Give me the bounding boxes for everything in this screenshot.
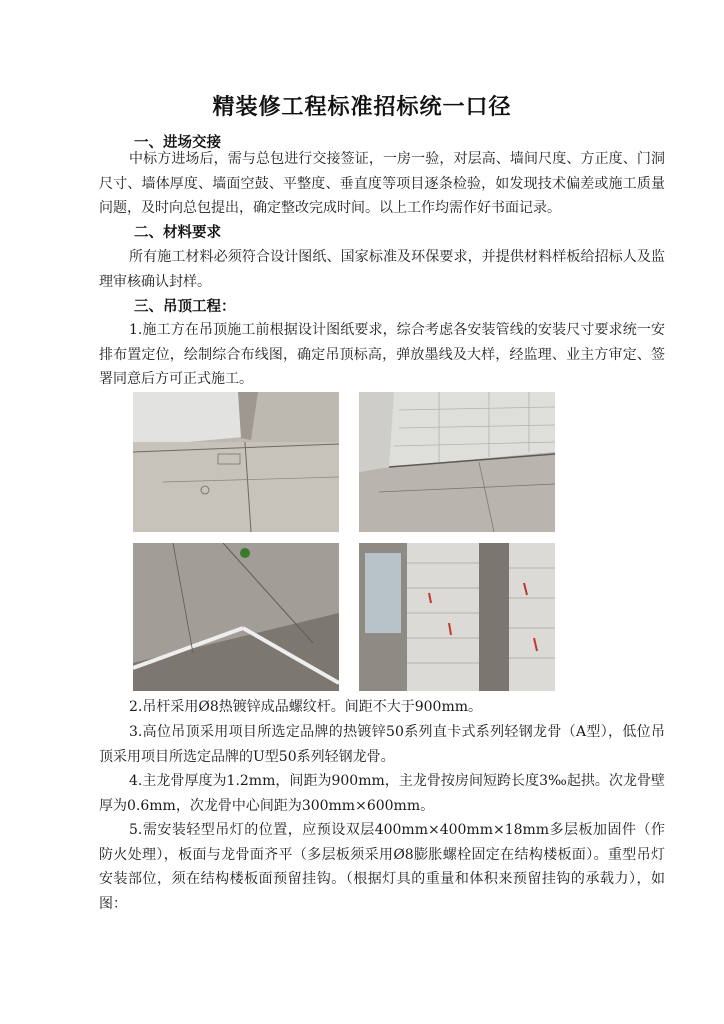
ceiling-item-3: 3.高位吊顶采用项目所选定品牌的热镀锌50系列直卡式系列轻钢龙骨（A型），低位吊顶采用项目所选定品牌的U型50系列轻钢龙骨。 [99,724,665,765]
section-heading-materials: 二、材料要求 [134,225,221,241]
block-wall-window-photo [359,543,555,691]
section-body-materials: 所有施工材料必须符合设计图纸、国家标准及环保要求，并提供材料样板给招标人及监理审核确认封样。 [99,249,665,290]
page-title: 精装修工程标准招标统一口径 [212,95,512,120]
ceiling-item-2: 2.吊杆采用Ø8热镀锌成品螺纹杆。间距不大于900mm。 [129,699,483,715]
ceiling-keel-installation-photo [133,543,339,691]
section-heading-handover: 一、进场交接 [134,135,221,151]
ceiling-item-5: 5.需安装轻型吊灯的位置，应预设双层400mm×400mm×18mm多层板加固件（作防火处理），板面与龙骨面齐平（多层板须采用Ø8膨胀螺栓固定在结构楼板面）。重型吊灯安装部位，须在结构楼板面预留挂钩。（根据灯具的重量和体积来预留挂钩的承载力），如图： [99,822,665,912]
ceiling-layout-lines-photo [133,392,339,532]
room-corner-ceiling-photo [359,392,555,532]
ceiling-item-4: 4.主龙骨厚度为1.2mm，间距为900mm，主龙骨按房间短跨长度3‰起拱。次龙骨壁厚为0.6mm，次龙骨中心间距为300mm×600mm。 [99,773,665,814]
ceiling-item-1: 1.施工方在吊顶施工前根据设计图纸要求，综合考虑各安装管线的安装尺寸要求统一安排布置定位，绘制综合布线图，确定吊顶标高，弹放墨线及大样，经监理、业主方审定、签署同意后方可正式施工。 [99,322,665,387]
section-heading-ceiling: 三、吊顶工程： [134,299,236,315]
section-body-handover: 中标方进场后，需与总包进行交接签证，一房一验，对层高、墙间尺度、方正度、门洞尺寸、墙体厚度、墙面空鼓、平整度、垂直度等项目逐条检验，如发现技术偏差或施工质量问题，及时向总包提出，确定整改完成时间。以上工作均需作好书面记录。 [99,151,665,216]
